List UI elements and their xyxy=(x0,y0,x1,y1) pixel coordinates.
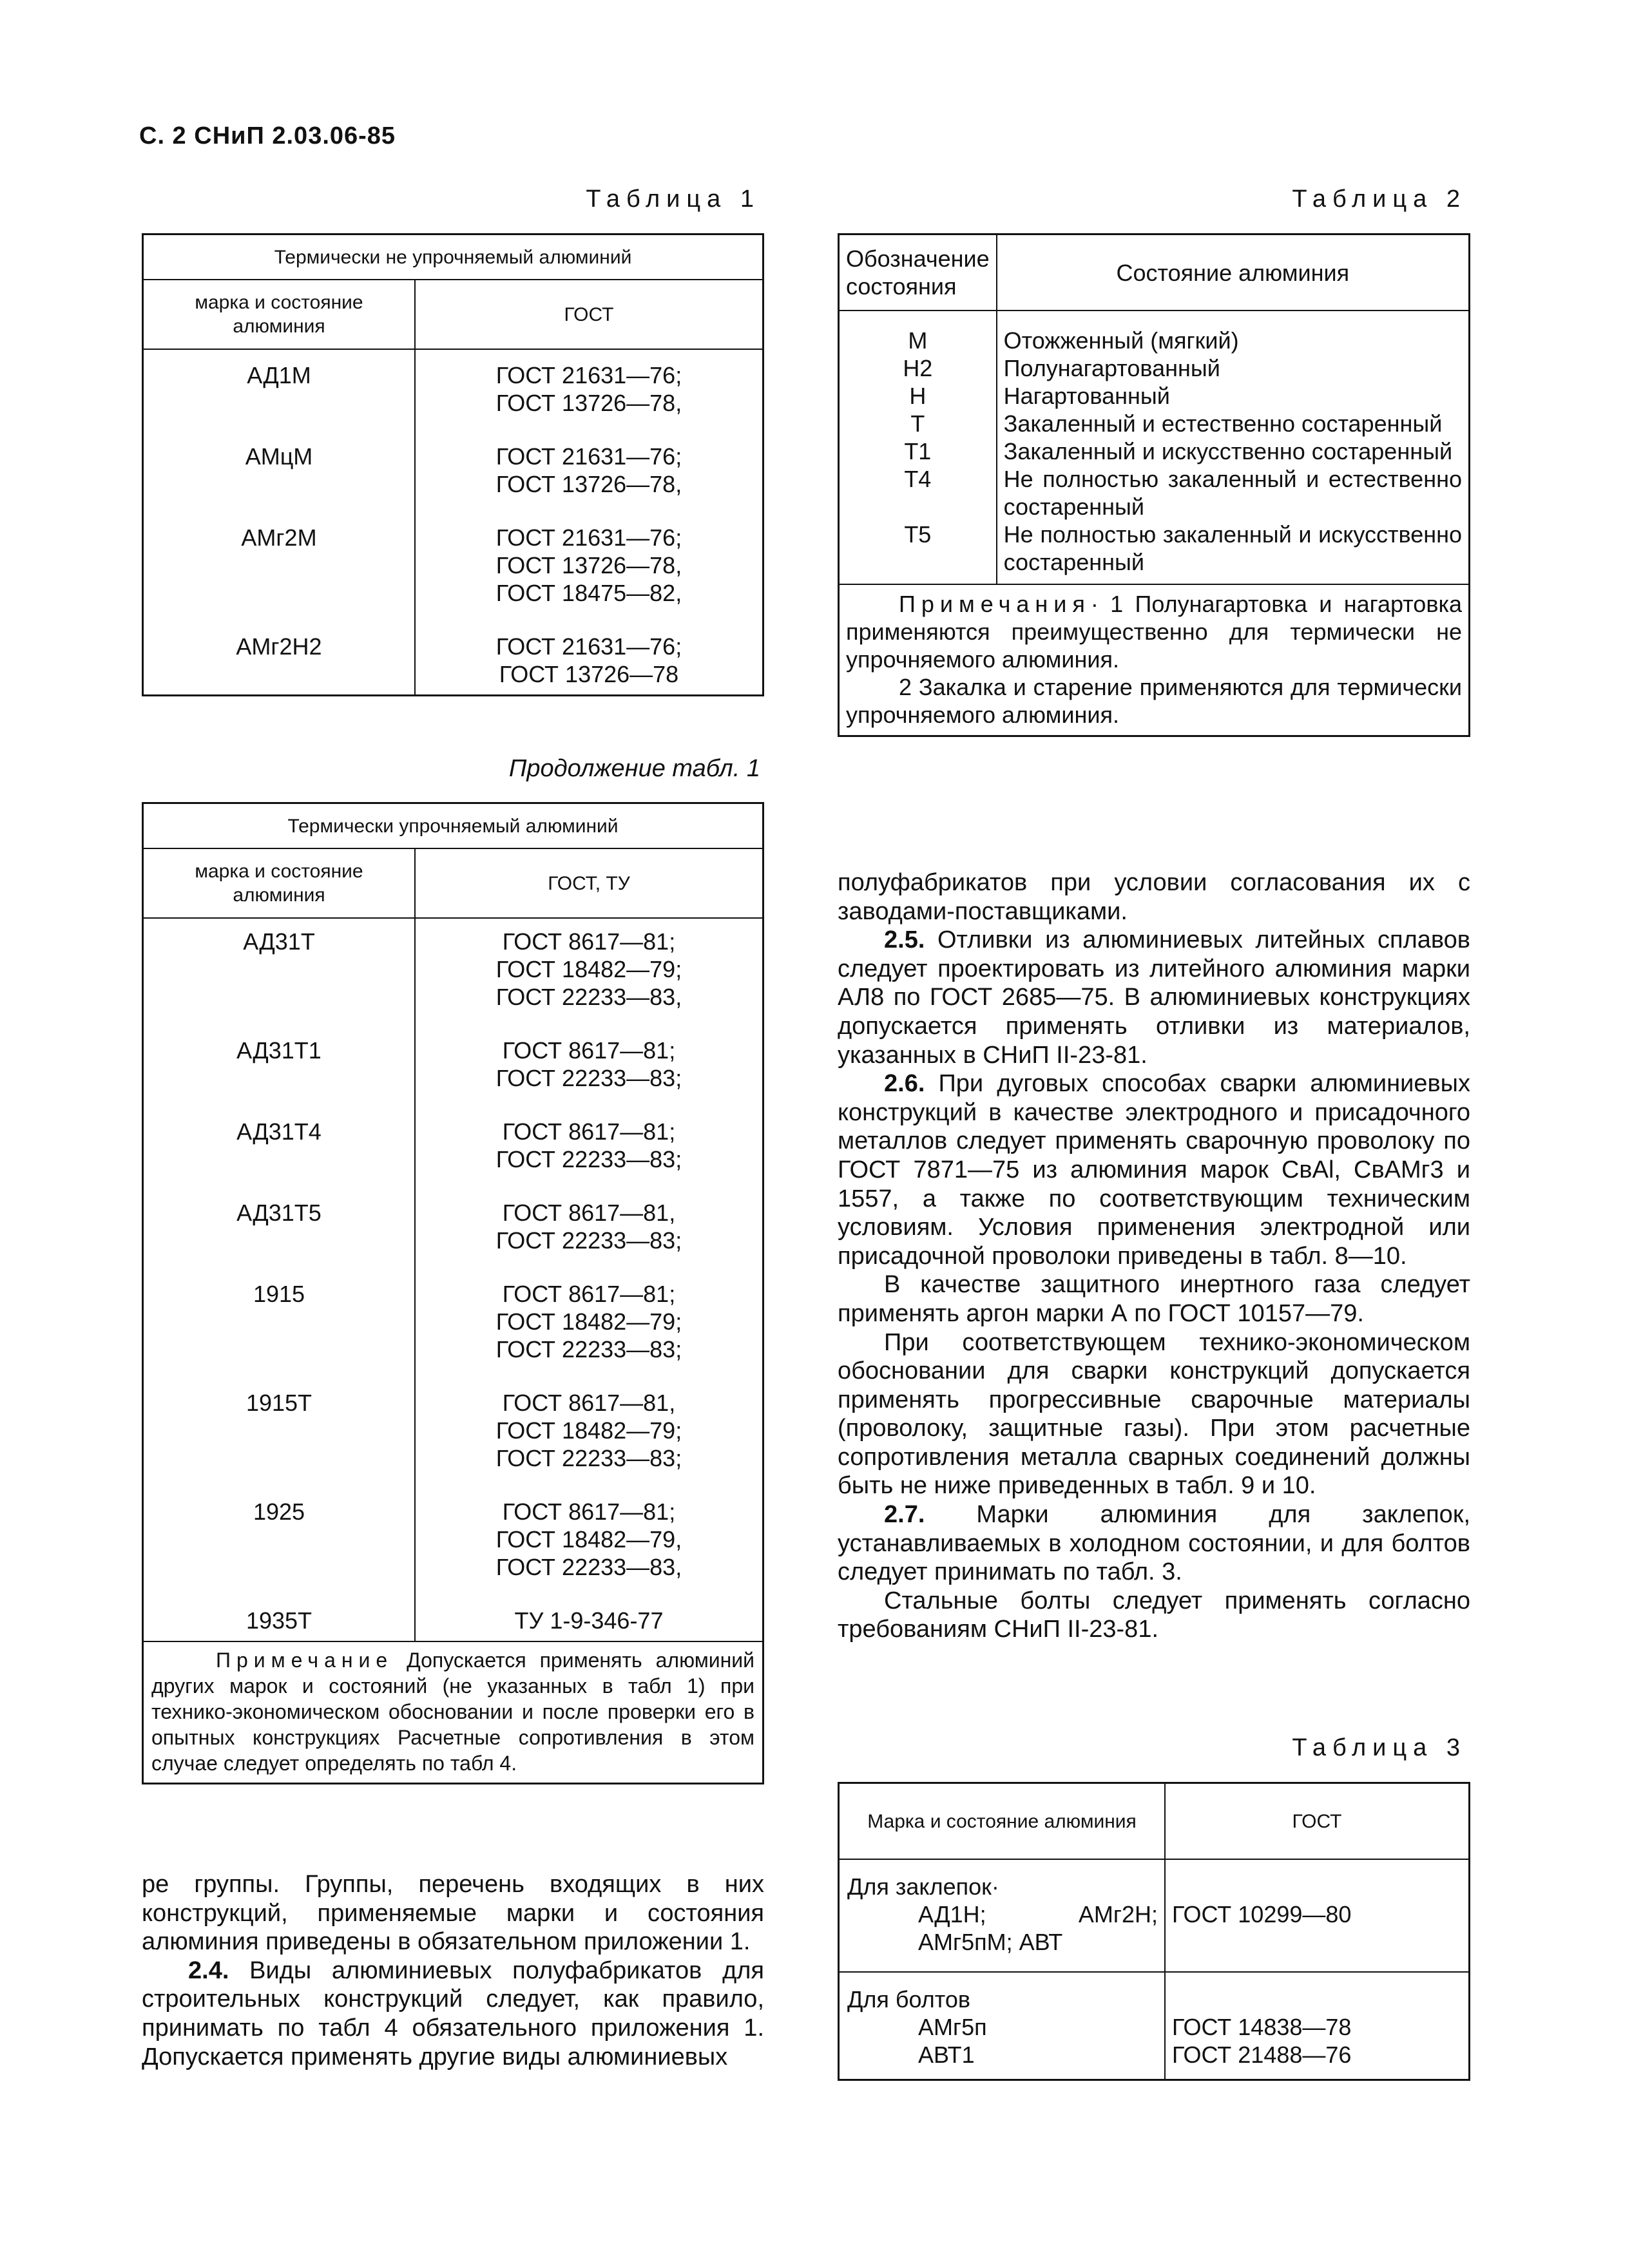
table1cont-col2: ГОСТ, ТУ xyxy=(415,848,764,918)
table-row xyxy=(143,1607,764,1641)
table1-mark: АМцМ xyxy=(245,443,313,470)
table1cont-col1: марка и состояние алюминия xyxy=(143,848,416,918)
page-header: С. 2 СНиП 2.03.06-85 xyxy=(139,122,396,149)
table3-gost: ГОСТ 14838—78 xyxy=(1172,2014,1352,2040)
table-row xyxy=(143,1118,764,1199)
table1cont-gost: ГОСТ 22233—83, xyxy=(495,984,682,1010)
table1-mark: АМг2М xyxy=(241,524,317,551)
table-row xyxy=(143,349,764,443)
table1cont-mark: АД31Т1 xyxy=(236,1037,322,1064)
table1cont-gost: ГОСТ 22233—83; xyxy=(495,1146,682,1172)
paragraph xyxy=(838,1500,1470,1587)
table2-code: Т1 xyxy=(904,438,932,464)
paragraph xyxy=(838,926,1470,1069)
table1cont-gost: ГОСТ 22233—83; xyxy=(495,1336,682,1363)
note-label: Примечание xyxy=(216,1649,394,1672)
table2-col2: Состояние алюминия xyxy=(997,234,1470,311)
table-row xyxy=(143,918,764,1037)
table2-code: Т4 xyxy=(904,466,932,492)
table-row xyxy=(143,1199,764,1280)
table1cont-gost: ГОСТ 8617—81; xyxy=(502,1037,676,1064)
table-row xyxy=(839,311,1470,354)
table-row xyxy=(839,410,1470,437)
table1-gost: ГОСТ 21631—76; xyxy=(495,443,682,470)
table2-desc: Отожженный (мягкий) xyxy=(997,311,1470,354)
table1cont-gost: ГОСТ 8617—81, xyxy=(502,1390,676,1416)
table1cont-gost: ГОСТ 22233—83; xyxy=(495,1065,682,1091)
table-row xyxy=(839,437,1470,465)
paragraph xyxy=(838,1069,1470,1270)
table1-gost: ГОСТ 21631—76; xyxy=(495,524,682,551)
clause-text: При дуговых способах сварки алюминиевых конструкций в качестве электродного и присадочного металлов следует применять сварочную проволоку по ГОСТ 7871—75 из алюминия марок СвАl, СвАМг3 и 1557, а также по соответствующим техническим условиям. Условия применения электродной или присадочной проволоки приведены в табл. 8—10. xyxy=(838,1070,1470,1270)
table1cont-gost: ГОСТ 18482—79; xyxy=(495,1308,682,1335)
table2-desc: Закаленный и искусственно состаренный xyxy=(997,437,1470,465)
table-row xyxy=(839,382,1470,410)
table1-mark: АМг2Н2 xyxy=(236,633,322,660)
table1cont-mark: 1915Т xyxy=(245,1390,312,1416)
table2-caption: Таблица 2 xyxy=(1292,186,1466,213)
table1-gost: ГОСТ 18475—82, xyxy=(495,580,682,606)
note-text: 2 Закалка и старение применяются для термически упрочняемого алюминия. xyxy=(846,674,1462,728)
clause-number: 2.7. xyxy=(884,1501,925,1529)
table2-desc: Закаленный и естественно состаренный xyxy=(997,410,1470,437)
table3-mark: АВТ1 xyxy=(918,2042,975,2068)
table-row xyxy=(143,1389,764,1498)
table-row xyxy=(839,465,1470,521)
right-body-text xyxy=(838,868,1470,1644)
table3 xyxy=(838,1782,1470,2081)
table-row xyxy=(143,1498,764,1607)
table1cont-mark: АД31Т5 xyxy=(236,1200,322,1226)
table1cont-gost: ГОСТ 22233—83; xyxy=(495,1227,682,1254)
table-row xyxy=(143,524,764,633)
table1cont-gost: ТУ 1-9-346-77 xyxy=(514,1607,664,1634)
table3-marks: АД1Н; АМг2Н; АМг5пМ; АВТ xyxy=(918,1901,1158,1955)
note-text: Допускается применять алюминий других марок и состояний (не указанных в табл 1) при технико-экономическом обосновании и после проверки его в опытных конструкциях Расчетные сопротивления в этом случае следует определять по табл 4. xyxy=(151,1649,754,1775)
table1cont-gost: ГОСТ 18482—79; xyxy=(495,956,682,982)
table1cont-gost: ГОСТ 8617—81; xyxy=(502,1498,676,1525)
table1-col1: марка и состояние алюминия xyxy=(143,280,416,349)
table3-mark: АМг5п xyxy=(918,2014,987,2040)
paragraph: Стальные болты следует применять согласно требованиям СНиП II-23-81. xyxy=(838,1587,1470,1643)
paragraph: В качестве защитного инертного газа следует применять аргон марки А по ГОСТ 10157—79. xyxy=(838,1271,1470,1327)
table3-group-title: Для заклепок· xyxy=(847,1873,999,1900)
table1-mark: АД1М xyxy=(247,362,311,388)
table1cont-note xyxy=(143,1641,764,1784)
table-row xyxy=(839,1859,1470,1972)
table2-desc: Полунагартованный xyxy=(997,354,1470,382)
table-row xyxy=(143,633,764,696)
table1cont-gost: ГОСТ 8617—81; xyxy=(502,1281,676,1307)
note-label: Примечания xyxy=(899,591,1091,617)
table1cont-gost: ГОСТ 22233—83, xyxy=(495,1554,682,1580)
table-row xyxy=(143,1280,764,1389)
note-text: · 1 Полунагартовка и нагартовка применяются преимущественно для термически не упрочняемого алюминия. xyxy=(846,591,1462,673)
table1 xyxy=(142,233,764,696)
clause-text: Виды алюминиевых полуфабрикатов для строительных конструкций следует, как правило, принимать по табл 4 обязательного приложения 1. Допускается применять другие виды алюминиевых xyxy=(142,1956,764,2071)
table1-group: Термически не упрочняемый алюминий xyxy=(143,234,764,280)
table1cont-gost: ГОСТ 8617—81; xyxy=(502,928,676,955)
table1cont-gost: ГОСТ 8617—81; xyxy=(502,1118,676,1145)
table3-col1: Марка и состояние алюминия xyxy=(839,1783,1166,1860)
table1cont-gost: ГОСТ 8617—81, xyxy=(502,1200,676,1226)
table2-desc: Нагартованный xyxy=(997,382,1470,410)
table2-code: Т5 xyxy=(904,521,932,548)
paragraph xyxy=(142,1956,764,2071)
table2-code: Т xyxy=(910,410,925,437)
table2 xyxy=(838,233,1470,737)
table1cont-gost: ГОСТ 18482—79, xyxy=(495,1526,682,1553)
table2-desc: Не полностью закаленный и искусственно состаренный xyxy=(997,521,1470,584)
table1-gost: ГОСТ 13726—78, xyxy=(495,390,682,416)
table1cont-gost: ГОСТ 18482—79; xyxy=(495,1417,682,1444)
table2-col1: Обозначение состояния xyxy=(839,234,997,311)
table1cont-caption: Продолжение табл. 1 xyxy=(508,755,760,782)
table1-gost: ГОСТ 13726—78 xyxy=(499,661,679,687)
table3-gost: ГОСТ 21488—76 xyxy=(1172,2042,1352,2068)
table1-caption: Таблица 1 xyxy=(586,186,760,213)
table2-code: М xyxy=(908,327,928,354)
clause-number: 2.4. xyxy=(188,1956,229,1984)
table3-col2: ГОСТ xyxy=(1165,1783,1470,1860)
table3-group-title: Для болтов xyxy=(847,1986,970,2013)
table2-desc: Не полностью закаленный и естественно состаренный xyxy=(997,465,1470,521)
table2-code: Н xyxy=(909,383,927,409)
table1cont-group: Термически упрочняемый алюминий xyxy=(143,803,764,849)
table1cont-mark: 1935Т xyxy=(245,1607,312,1634)
table2-code: Н2 xyxy=(903,355,933,381)
table3-gost: ГОСТ 10299—80 xyxy=(1165,1859,1470,1972)
table3-caption: Таблица 3 xyxy=(1292,1734,1466,1761)
table-row xyxy=(839,521,1470,584)
table-row xyxy=(143,443,764,524)
table1cont-mark: 1925 xyxy=(253,1498,305,1525)
table1-continuation xyxy=(142,802,764,1784)
paragraph: При соответствующем технико-экономическом обосновании для сварки конструкций допускается применять прогрессивные сварочные материалы (проволоку, защитные газы). При этом расчетные сопротивления металла сварных соединений должны быть не ниже приведенных в табл. 9 и 10. xyxy=(838,1328,1470,1500)
table-row xyxy=(839,354,1470,382)
table1-gost: ГОСТ 13726—78, xyxy=(495,471,682,497)
paragraph: полуфабрикатов при условии согласования их с заводами-поставщиками. xyxy=(838,869,1470,925)
table-row xyxy=(839,1972,1470,2080)
table1-gost: ГОСТ 21631—76; xyxy=(495,633,682,660)
table1-col2: ГОСТ xyxy=(415,280,764,349)
clause-text: Марки алюминия для заклепок, устанавливаемых в холодном состоянии, и для болтов следует принимать по табл. 3. xyxy=(838,1501,1470,1586)
table1-gost: ГОСТ 21631—76; xyxy=(495,362,682,388)
table1-gost: ГОСТ 13726—78, xyxy=(495,552,682,579)
table2-notes xyxy=(839,584,1470,736)
paragraph: ре группы. Группы, перечень входящих в них конструкций, применяемые марки и состояния алюминия приведены в обязательном приложении 1. xyxy=(142,1871,764,1956)
table1cont-mark: 1915 xyxy=(253,1281,305,1307)
table1cont-mark: АД31Т4 xyxy=(236,1118,322,1145)
table-row xyxy=(143,1037,764,1118)
clause-text: Отливки из алюминиевых литейных сплавов следует проектировать из литейного алюминия марки АЛ8 по ГОСТ 2685—75. В алюминиевых конструкциях допускается применять отливки из материалов, указанных в СНиП II-23-81. xyxy=(838,926,1470,1069)
clause-number: 2.5. xyxy=(884,926,925,954)
table1cont-gost: ГОСТ 22233—83; xyxy=(495,1445,682,1471)
left-body-text xyxy=(142,1870,764,2071)
table1cont-mark: АД31Т xyxy=(243,928,315,955)
clause-number: 2.6. xyxy=(884,1070,925,1098)
